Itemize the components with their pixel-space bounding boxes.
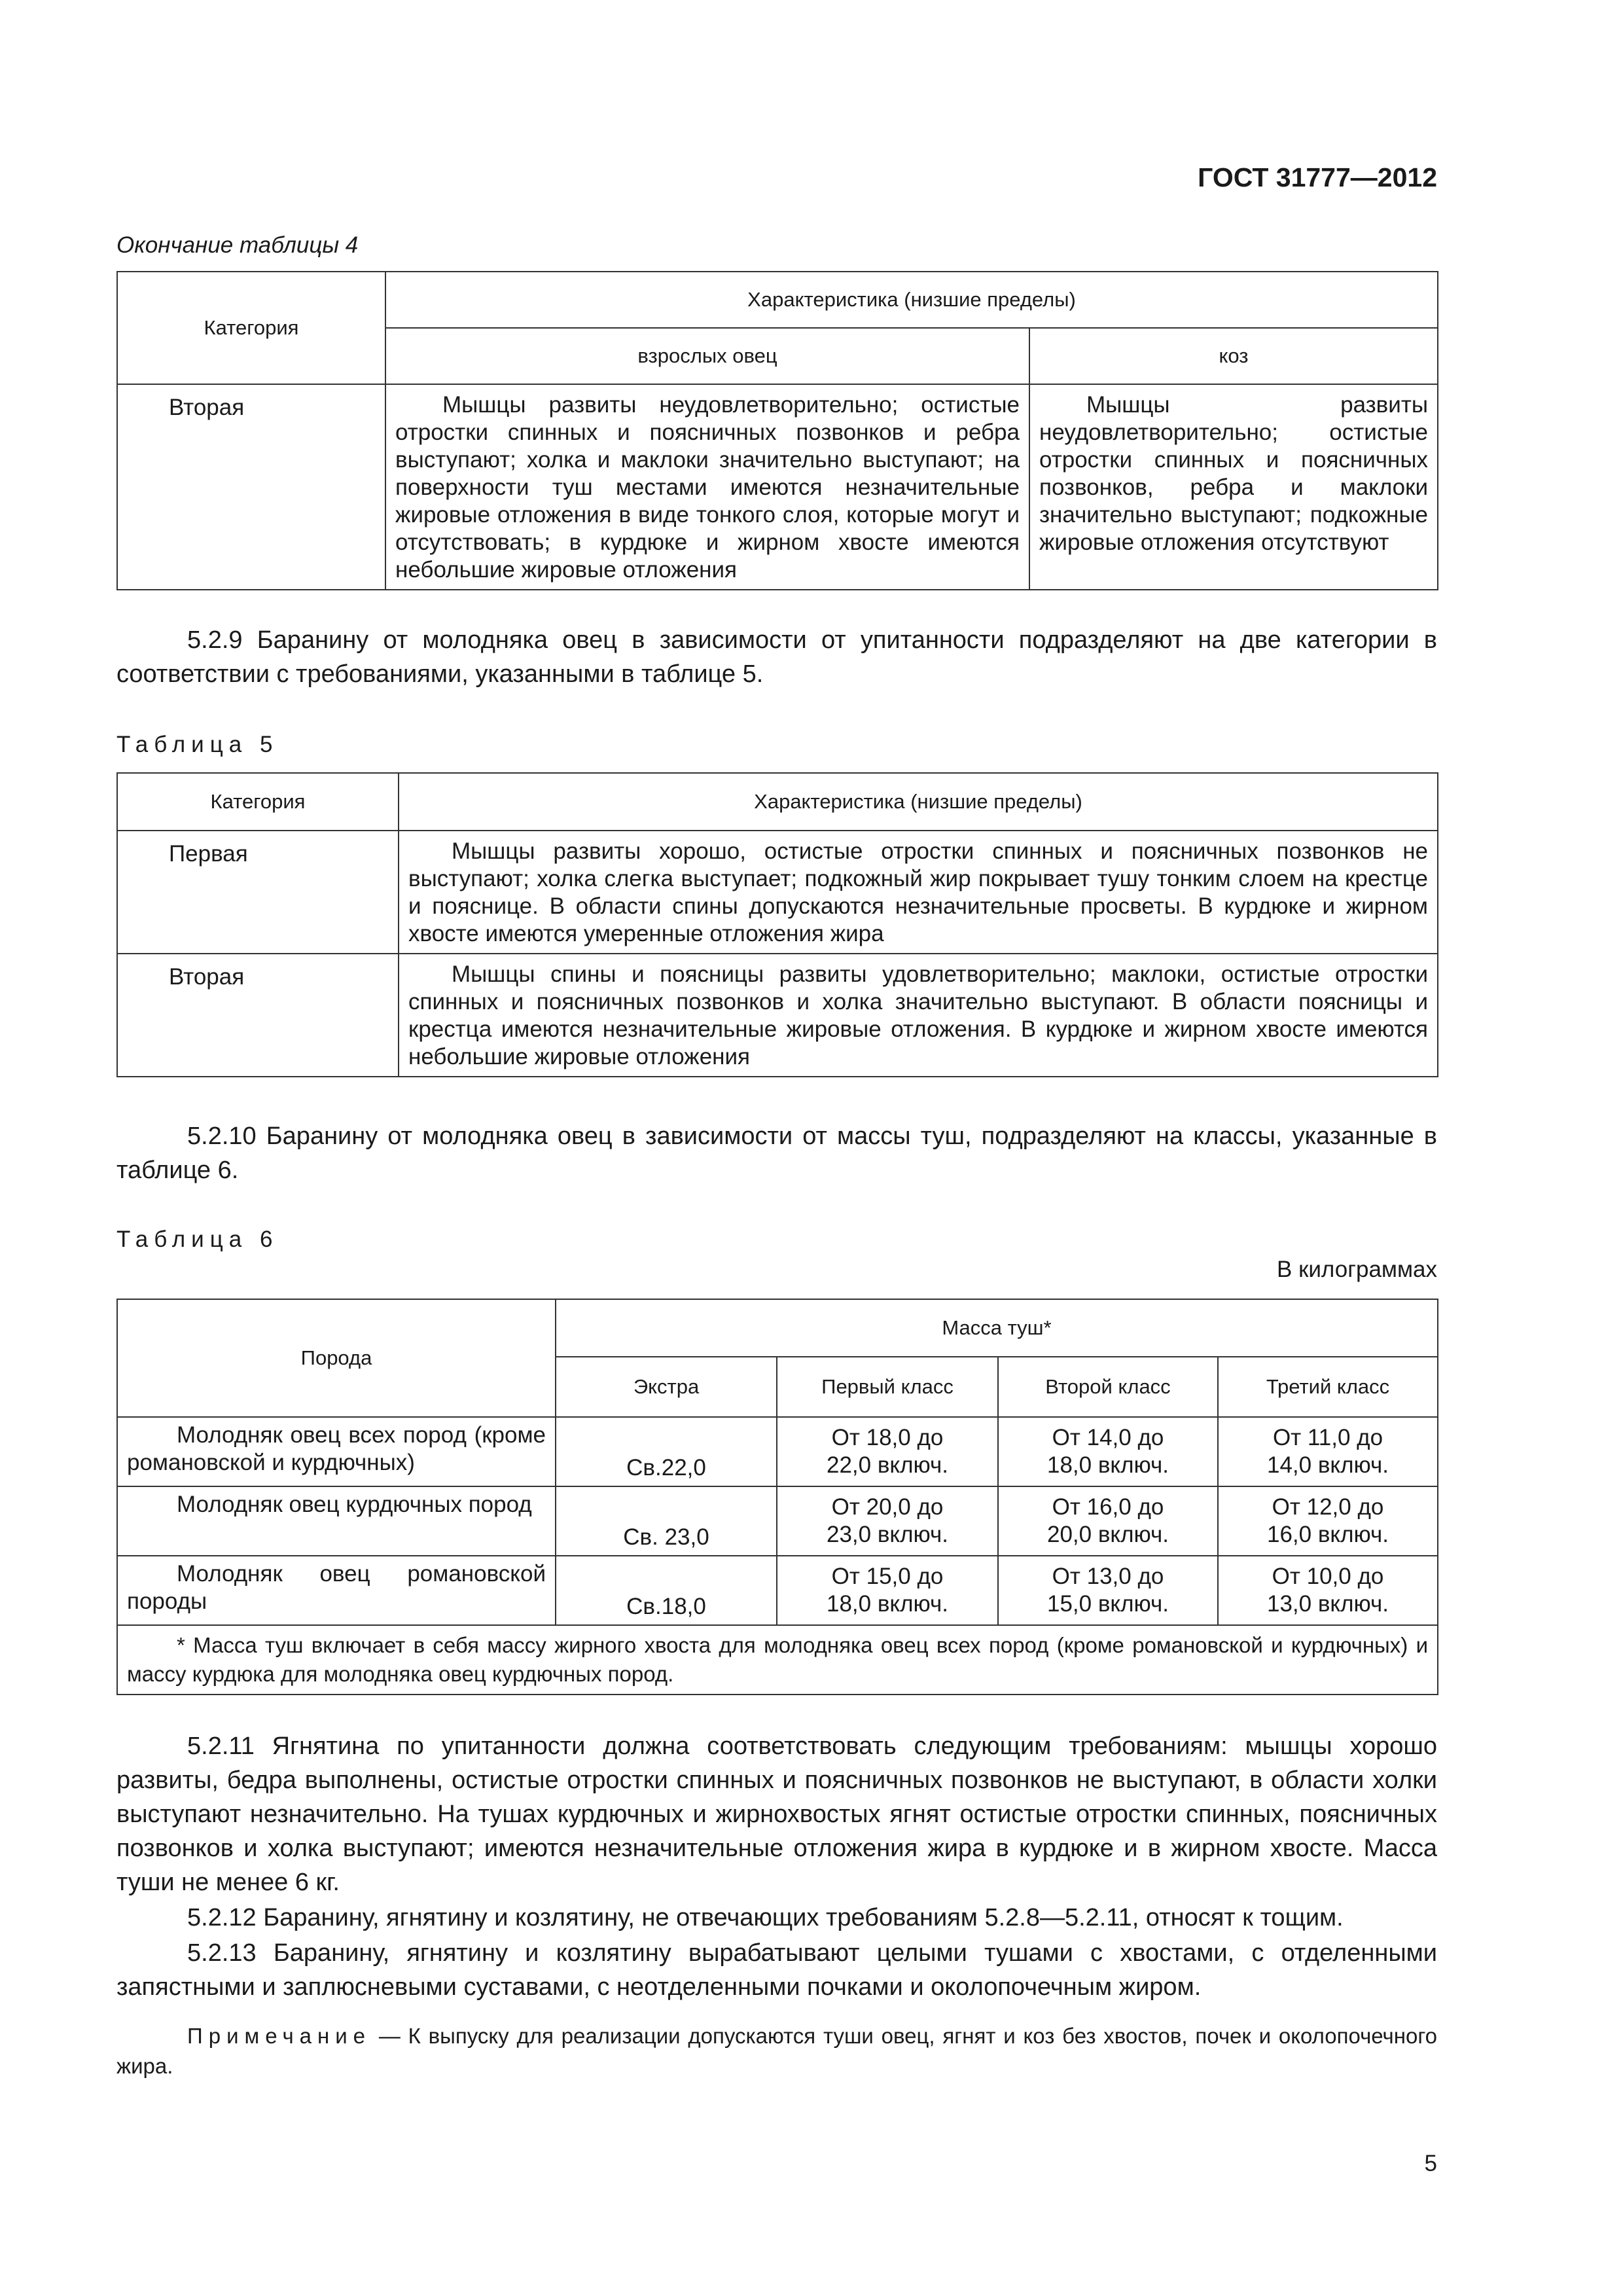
table6-extra-cell: Св.22,0 bbox=[556, 1417, 777, 1486]
table6-header-mass: Масса туш* bbox=[556, 1299, 1438, 1357]
table6-header-second: Второй класс bbox=[998, 1357, 1218, 1417]
table4-header-category: Категория bbox=[117, 272, 385, 384]
note bbox=[116, 2021, 1437, 2081]
table5-category-cell: Первая bbox=[117, 831, 399, 954]
table-row bbox=[117, 1486, 1438, 1556]
table5-header-characteristic: Характеристика (низшие пределы) bbox=[399, 773, 1438, 831]
table6-footnote-row bbox=[117, 1625, 1438, 1695]
table4-header-characteristic: Характеристика (низшие пределы) bbox=[385, 272, 1438, 328]
table5-characteristic-cell: Мышцы развиты хорошо, остистые отростки спинных и поясничных позвонков не выступают; холка слегка выступает; подкожный жир покрывает тушу тонким слоем на крестце и пояснице. В области спины допускаются незначительные просветы. В курдюке и жирном хвосте имеются умеренные отложения жира bbox=[399, 831, 1438, 954]
table6-third-cell: От 10,0 до 13,0 включ. bbox=[1218, 1556, 1438, 1625]
table6-units: В килограммах bbox=[1277, 1257, 1437, 1282]
table6-breed-cell: Молодняк овец всех пород (кроме романовской и курдючных) bbox=[117, 1417, 556, 1486]
table-row bbox=[117, 384, 1438, 590]
table6-third-cell: От 11,0 до 14,0 включ. bbox=[1218, 1417, 1438, 1486]
table-row bbox=[117, 1556, 1438, 1625]
table-6 bbox=[116, 1299, 1438, 1695]
table5-caption: Таблица 5 bbox=[116, 732, 279, 757]
table6-extra-cell: Св. 23,0 bbox=[556, 1486, 777, 1556]
table6-breed-cell: Молодняк овец романовской породы bbox=[117, 1556, 556, 1625]
table6-second-cell: От 14,0 до 18,0 включ. bbox=[998, 1417, 1218, 1486]
table-row bbox=[117, 831, 1438, 954]
table4-header-sheep: взрослых овец bbox=[385, 328, 1029, 384]
table5-header-category: Категория bbox=[117, 773, 399, 831]
table6-header-first: Первый класс bbox=[777, 1357, 998, 1417]
page-number: 5 bbox=[1424, 2151, 1437, 2176]
table6-header-extra: Экстра bbox=[556, 1357, 777, 1417]
paragraph-5-2-12: 5.2.12 Баранину, ягнятину и козлятину, не отвечающих требованиям 5.2.8—5.2.11, относят к тощим. bbox=[187, 1904, 1344, 1931]
table5-category-cell: Вторая bbox=[117, 954, 399, 1077]
table6-footnote: * Масса туш включает в себя массу жирного хвоста для молодняка овец всех пород (кроме романовской и курдючных) и массу курдюка для молодняка овец курдючных пород. bbox=[117, 1625, 1438, 1695]
document-number: ГОСТ 31777—2012 bbox=[1198, 162, 1437, 192]
note-label: Примечание bbox=[187, 2024, 372, 2048]
paragraph-5-2-9: 5.2.9 Баранину от молодняка овец в зависимости от упитанности подразделяют на две категории в соответствии с требованиями, указанными в таблице 5. bbox=[116, 626, 1437, 688]
table6-second-cell: От 13,0 до 15,0 включ. bbox=[998, 1556, 1218, 1625]
note-text: — К выпуску для реализации допускаются туши овец, ягнят и коз без хвостов, почек и околопочечного жира. bbox=[116, 2024, 1437, 2078]
table6-first-cell: От 15,0 до 18,0 включ. bbox=[777, 1556, 998, 1625]
table6-third-cell: От 12,0 до 16,0 включ. bbox=[1218, 1486, 1438, 1556]
table6-second-cell: От 16,0 до 20,0 включ. bbox=[998, 1486, 1218, 1556]
table6-breed-cell: Молодняк овец курдючных пород bbox=[117, 1486, 556, 1556]
paragraph-5-2-11: 5.2.11 Ягнятина по упитанности должна соответствовать следующим требованиям: мышцы хорошо развиты, бедра выполнены, остистые отростки спинных и поясничных позвонков не выступают, в области холки выступают незначительно. На тушах курдючных и жирнохвостых ягнят остистые отростки спинных, поясничных позвонков и холка выступают; имеются незначительные отложения жира в курдюке и в жирном хвосте. Масса туши не менее 6 кг. bbox=[116, 1732, 1437, 1896]
table-5 bbox=[116, 772, 1438, 1077]
paragraph-5-2-13: 5.2.13 Баранину, ягнятину и козлятину вырабатывают целыми тушами с хвостами, с отделенными запястными и заплюсневыми суставами, с неотделенными почками и околопочечным жиром. bbox=[116, 1939, 1437, 2001]
table6-extra-cell: Св.18,0 bbox=[556, 1556, 777, 1625]
table4-goats-cell: Мышцы развиты неудовлетворительно; остистые отростки спинных и поясничных позвонков, ребра и маклоки значительно выступают; подкожные жировые отложения отсутствуют bbox=[1029, 384, 1438, 590]
table6-first-cell: От 18,0 до 22,0 включ. bbox=[777, 1417, 998, 1486]
table-4 bbox=[116, 271, 1438, 590]
table4-sheep-cell: Мышцы развиты неудовлетворительно; остистые отростки спинных и поясничных позвонков и ребра выступают; холка и маклоки значительно выступают; на поверхности туш местами имеются незначительные жировые отложения в виде тонкого слоя, которые могут и отсутствовать; в курдюке и жирном хвосте имеются небольшие жировые отложения bbox=[385, 384, 1029, 590]
table6-header-third: Третий класс bbox=[1218, 1357, 1438, 1417]
table6-header-breed: Порода bbox=[117, 1299, 556, 1417]
table4-category-cell: Вторая bbox=[117, 384, 385, 590]
table6-caption: Таблица 6 bbox=[116, 1227, 279, 1252]
table6-first-cell: От 20,0 до 23,0 включ. bbox=[777, 1486, 998, 1556]
paragraph-5-2-10: 5.2.10 Баранину от молодняка овец в зависимости от массы туш, подразделяют на классы, указанные в таблице 6. bbox=[116, 1122, 1437, 1184]
table-row bbox=[117, 954, 1438, 1077]
paragraphs-block bbox=[116, 1729, 1437, 2004]
table5-characteristic-cell: Мышцы спины и поясницы развиты удовлетворительно; маклоки, остистые отростки спинных и поясничных позвонков и холка значительно выступают. В области поясницы и крестца имеются незначительные жировые отложения. В курдюке и жирном хвосте имеются небольшие жировые отложения bbox=[399, 954, 1438, 1077]
table4-caption: Окончание таблицы 4 bbox=[116, 232, 359, 258]
table-row bbox=[117, 1417, 1438, 1486]
table4-header-goats: коз bbox=[1029, 328, 1438, 384]
